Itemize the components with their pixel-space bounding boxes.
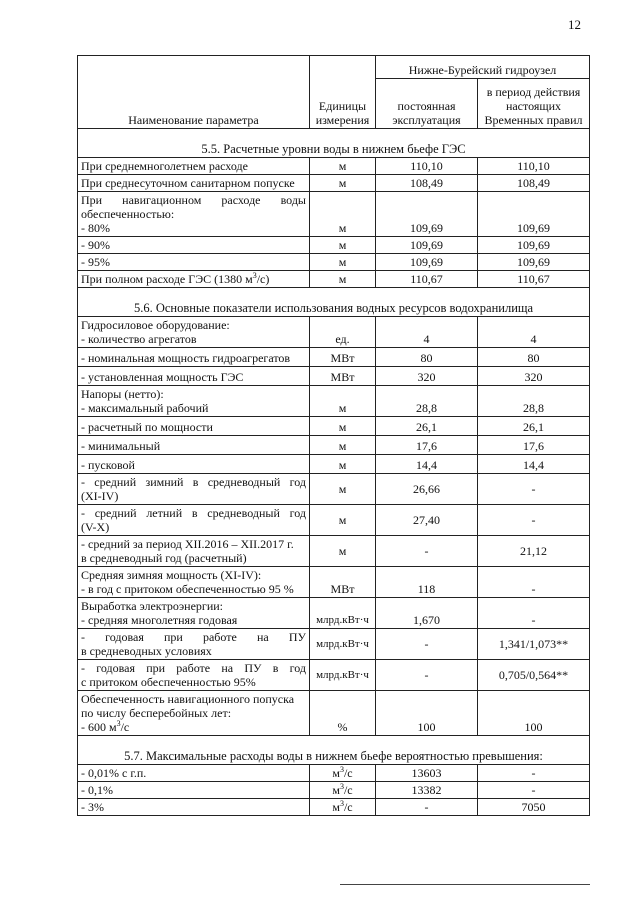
annual-95-line1: - годовая при работе на ПУ в год [81, 661, 306, 675]
row-value-permanent: 14,4 [376, 455, 478, 474]
page-number: 12 [568, 17, 581, 32]
row-value-permanent: 108,49 [376, 175, 478, 192]
row-value-temporary: 109,69 [478, 192, 590, 237]
table-row [78, 386, 590, 417]
header-col2-line2: настоящих [505, 99, 562, 113]
row-value-temporary: - [478, 598, 590, 629]
row-unit: м [310, 474, 376, 505]
row-unit: м [310, 505, 376, 536]
row-value-temporary: 7050 [478, 799, 590, 816]
table-row [78, 474, 590, 505]
table-row [78, 237, 590, 254]
nav-supply-line1: Обеспеченность навигационного попуска [81, 692, 295, 706]
row-value-temporary: - [478, 474, 590, 505]
row-name: - установленная мощность ГЭС [78, 367, 310, 386]
table-row [78, 317, 590, 348]
row-unit: м [310, 417, 376, 436]
row-unit: МВт [310, 567, 376, 598]
header-col1-line1: постоянная [397, 99, 456, 113]
row-unit: м [310, 386, 376, 417]
annual-mid-line1: - годовая при работе на ПУ [81, 630, 306, 644]
row-value-permanent: 109,69 [376, 237, 478, 254]
row-unit [310, 765, 376, 782]
row-unit: м [310, 536, 376, 567]
header-col1 [376, 79, 478, 129]
row-value-permanent: 118 [376, 567, 478, 598]
row-value-temporary: - [478, 782, 590, 799]
row-unit: м [310, 254, 376, 271]
unit-b: /с [343, 783, 353, 797]
row-name: - 0,1% [78, 782, 310, 799]
row-name: - 90% [78, 237, 310, 254]
row-unit: млрд.кВт·ч [310, 660, 376, 691]
row-value-permanent: 100 [376, 691, 478, 736]
row-unit: м [310, 192, 376, 237]
table-row [78, 271, 590, 288]
table-row [78, 782, 590, 799]
section-row [78, 129, 590, 158]
header-param: Наименование параметра [78, 56, 310, 129]
row-name: - пусковой [78, 455, 310, 474]
row-unit: м [310, 271, 376, 288]
table-row [78, 455, 590, 474]
row-unit: м [310, 158, 376, 175]
table-row [78, 348, 590, 367]
row-value-temporary: 109,69 [478, 254, 590, 271]
row-value-temporary: 4 [478, 317, 590, 348]
row-value-permanent: 109,69 [376, 254, 478, 271]
table-row [78, 598, 590, 629]
section-title-5-7: 5.7. Максимальные расходы воды в нижнем бьефе вероятностью превышения: [78, 736, 590, 765]
table-row [78, 175, 590, 192]
row-name [78, 386, 310, 417]
table-row [78, 660, 590, 691]
row-value-permanent: 28,8 [376, 386, 478, 417]
full-name-sup: 3 [252, 271, 257, 280]
row-value-temporary: 110,67 [478, 271, 590, 288]
full-name-a: При полном расходе ГЭС (1380 м [81, 272, 253, 286]
row-value-permanent: 4 [376, 317, 478, 348]
row-value-temporary: - [478, 765, 590, 782]
table-row [78, 367, 590, 386]
row-value-permanent: 27,40 [376, 505, 478, 536]
row-value-temporary: 17,6 [478, 436, 590, 455]
annual-95-line2: с притоком обеспеченностью 95% [81, 675, 256, 689]
nav-supply-line3-b: /с [120, 720, 130, 734]
full-name-b: /с) [256, 272, 270, 286]
row-unit: м [310, 237, 376, 254]
unit-b: /с [343, 800, 353, 814]
row-unit: м [310, 175, 376, 192]
header-col1-line2: эксплуатация [392, 113, 461, 127]
row-unit: млрд.кВт·ч [310, 629, 376, 660]
row-unit: МВт [310, 367, 376, 386]
header-col2 [478, 79, 590, 129]
unit-a: м [332, 800, 340, 814]
unit-b: /с [343, 766, 353, 780]
max-work-name: - максимальный рабочий [81, 401, 209, 415]
row-unit: млрд.кВт·ч [310, 598, 376, 629]
units-name: - количество агрегатов [81, 332, 197, 346]
row-value-permanent: 17,6 [376, 436, 478, 455]
header-col2-line1: в период действия [486, 85, 581, 99]
row-value-permanent: 110,67 [376, 271, 478, 288]
section-title-5-6: 5.6. Основные показатели использования водных ресурсов водохранилища [78, 288, 590, 317]
table-row [78, 505, 590, 536]
row-value-permanent: - [376, 660, 478, 691]
row-value-permanent: 1,670 [376, 598, 478, 629]
row-value-temporary: 26,1 [478, 417, 590, 436]
table-row [78, 567, 590, 598]
table-row [78, 436, 590, 455]
row-unit: МВт [310, 348, 376, 367]
row-value-temporary: 28,8 [478, 386, 590, 417]
output-line2: - средняя многолетняя годовая [81, 613, 238, 627]
header-col2-line3: Временных правил [484, 113, 583, 127]
summer-line2: (V-X) [81, 520, 110, 534]
summer-line1: - средний летний в средневодный год [81, 506, 306, 520]
section-row [78, 288, 590, 317]
row-value-temporary: 0,705/0,564** [478, 660, 590, 691]
winter-power-line1: Средняя зимняя мощность (XI-IV): [81, 568, 262, 582]
row-value-permanent: 26,66 [376, 474, 478, 505]
row-value-permanent: 320 [376, 367, 478, 386]
row-name [78, 317, 310, 348]
row-name: - 95% [78, 254, 310, 271]
unit-sup: 3 [339, 782, 344, 791]
row-value-permanent: - [376, 799, 478, 816]
equip-head: Гидросиловое оборудование: [81, 318, 230, 332]
header-unit-line2: измерения [315, 113, 370, 127]
row-value-temporary: 100 [478, 691, 590, 736]
row-name: - минимальный [78, 436, 310, 455]
row-unit: м [310, 436, 376, 455]
unit-sup: 3 [339, 765, 344, 774]
table-row [78, 691, 590, 736]
row-value-temporary: 108,49 [478, 175, 590, 192]
row-value-permanent: 109,69 [376, 192, 478, 237]
row-value-temporary: 80 [478, 348, 590, 367]
row-value-permanent: 26,1 [376, 417, 478, 436]
row-value-temporary: 21,12 [478, 536, 590, 567]
row-name: - расчетный по мощности [78, 417, 310, 436]
row-value-permanent: 13603 [376, 765, 478, 782]
section-title-5-5: 5.5. Расчетные уровни воды в нижнем бьефе ГЭС [78, 129, 590, 158]
footer-rule [340, 884, 590, 885]
row-value-temporary: 320 [478, 367, 590, 386]
row-name [78, 598, 310, 629]
table-row [78, 765, 590, 782]
row-value-permanent: 80 [376, 348, 478, 367]
unit-a: м [332, 783, 340, 797]
nav-line2: обеспеченностью: [81, 207, 175, 221]
annual-mid-line2: в средневодных условиях [81, 644, 212, 658]
section-row [78, 736, 590, 765]
nav-supply-line3-sup: 3 [116, 719, 121, 728]
row-name: При среднемноголетнем расходе [78, 158, 310, 175]
unit-sup: 3 [339, 799, 344, 808]
row-unit: м [310, 455, 376, 474]
unit-a: м [332, 766, 340, 780]
table-row [78, 799, 590, 816]
header-group: Нижне-Бурейский гидроузел [376, 56, 590, 79]
row-value-permanent: - [376, 629, 478, 660]
row-name: - 3% [78, 799, 310, 816]
winter-line1: - средний зимний в средневодный год [81, 475, 306, 489]
row-name: - 0,01% с г.п. [78, 765, 310, 782]
row-name [78, 660, 310, 691]
row-name [78, 629, 310, 660]
parameters-table [77, 55, 590, 816]
row-value-temporary: 109,69 [478, 237, 590, 254]
row-value-temporary: 1,341/1,073** [478, 629, 590, 660]
table-row [78, 417, 590, 436]
period-line1: - средний за период XII.2016 – XII.2017 г. [81, 537, 294, 551]
row-value-permanent: 13382 [376, 782, 478, 799]
row-value-permanent: - [376, 536, 478, 567]
header-unit-line1: Единицы [318, 99, 367, 113]
row-value-temporary: - [478, 567, 590, 598]
nav-supply-line3 [81, 720, 306, 734]
winter-line2: (XI-IV) [81, 489, 119, 503]
nav-p80: - 80% [81, 221, 110, 235]
row-name [78, 271, 310, 288]
output-line1: Выработка электроэнергии: [81, 599, 224, 613]
table-row [78, 536, 590, 567]
nav-line1: При навигационном расходе воды [81, 193, 306, 207]
row-value-temporary: - [478, 505, 590, 536]
row-name: При среднесуточном санитарном попуске [78, 175, 310, 192]
header-unit [310, 56, 376, 129]
table-row [78, 254, 590, 271]
nav-supply-line2: по числу бесперебойных лет: [81, 706, 232, 720]
row-name: - номинальная мощность гидроагрегатов [78, 348, 310, 367]
row-unit [310, 799, 376, 816]
row-unit: % [310, 691, 376, 736]
row-unit: ед. [310, 317, 376, 348]
winter-power-line2: - в год с притоком обеспеченностью 95 % [81, 582, 294, 596]
row-value-temporary: 14,4 [478, 455, 590, 474]
table-row [78, 158, 590, 175]
nav-supply-line3-a: - 600 м [81, 720, 117, 734]
row-value-permanent: 110,10 [376, 158, 478, 175]
row-name [78, 474, 310, 505]
table-row [78, 629, 590, 660]
row-name [78, 192, 310, 237]
row-name [78, 505, 310, 536]
head-head: Напоры (нетто): [81, 387, 164, 401]
row-value-temporary: 110,10 [478, 158, 590, 175]
period-line2: в средневодный год (расчетный) [81, 551, 247, 565]
row-name [78, 567, 310, 598]
row-name [78, 536, 310, 567]
table-row [78, 192, 590, 237]
row-name [78, 691, 310, 736]
header-row-1 [78, 56, 590, 79]
row-unit [310, 782, 376, 799]
